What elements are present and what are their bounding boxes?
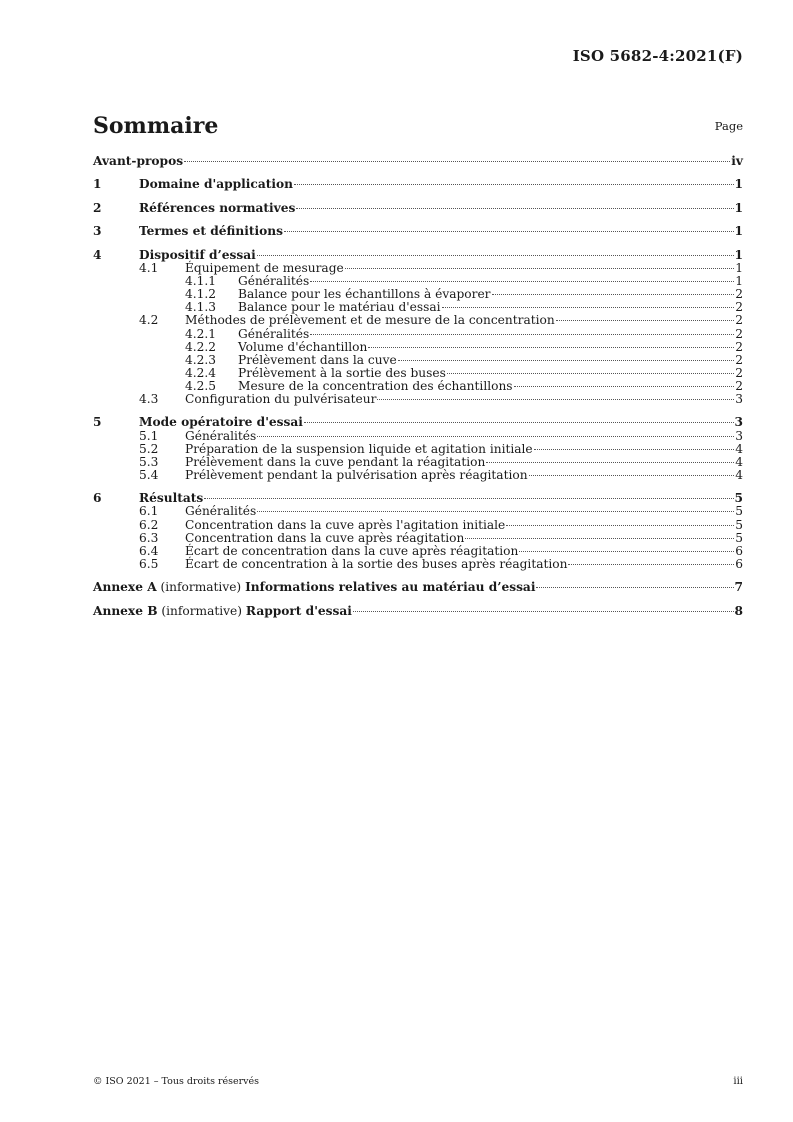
toc-entry-5-4[interactable] [93,469,743,482]
toc-entry-5-2[interactable] [93,443,743,456]
toc-label: Méthodes de prélèvement et de mesure de la concentration [185,313,555,328]
document-code: ISO 5682-4:2021(F) [572,47,743,65]
page-title: Sommaire [93,113,219,139]
toc-leader [284,231,734,232]
toc-number: 5.2 [139,441,159,456]
toc-page: 5 [734,491,743,506]
toc-entry-avant-propos[interactable] [93,155,743,168]
toc-entry-6-5[interactable] [93,558,743,571]
toc-page: 3 [734,415,743,430]
toc-leader [398,360,735,361]
toc-label [93,581,535,594]
toc-number: 4.2.2 [185,339,217,354]
toc-leader [294,184,734,185]
toc-entry-4-2[interactable] [93,314,743,327]
toc-number: 2 [93,200,102,215]
toc-leader [529,475,735,476]
toc-leader [296,208,733,209]
toc-label: Volume d'échantillon [238,339,368,354]
annex-title: Informations relatives au matériau d’essai [245,580,536,595]
toc-page: 2 [735,287,743,302]
toc-number: 4.2.3 [185,352,217,367]
toc-leader [486,462,734,463]
toc-number: 6.4 [139,543,159,558]
toc-number: 5 [93,415,102,430]
toc-entry-5-1[interactable] [93,430,743,443]
toc-number: 5.1 [139,428,159,443]
toc-page: 3 [735,391,743,406]
toc-page: 7 [734,580,743,595]
toc-page: 1 [734,177,743,192]
toc-label: Généralités [238,326,310,341]
toc-page: 2 [735,313,743,328]
toc-leader [310,281,734,282]
toc-leader [447,373,734,374]
toc-entry-5[interactable] [93,416,743,429]
toc-number: 6.1 [139,504,159,519]
toc-entry-annex-a[interactable] [93,581,743,594]
toc-number: 5.4 [139,467,159,482]
toc-label: Généralités [185,504,257,519]
toc-number: 4.2.4 [185,365,217,380]
toc-leader [368,347,734,348]
footer-page-number: iii [733,1076,743,1087]
toc-label: Concentration dans la cuve après l'agitation initiale [185,517,506,532]
toc-number: 4.2.1 [185,326,217,341]
toc-page: 6 [735,543,743,558]
toc-number: 4.1.3 [185,300,217,315]
toc-leader [257,511,734,512]
toc-label: Prélèvement à la sortie des buses [238,365,446,380]
toc-page: 2 [735,352,743,367]
toc-label: Résultats [139,491,204,506]
toc-page: 6 [735,556,743,571]
toc-label: Écart de concentration à la sortie des buses après réagitation [185,556,568,571]
toc-leader [442,307,735,308]
toc-entry-4-2-2[interactable] [93,341,743,354]
toc-label [93,605,352,618]
toc-entry-2[interactable] [93,202,743,215]
annex-prefix: Annexe B [93,603,158,618]
toc-number: 1 [93,177,102,192]
toc-label: Généralités [238,274,310,289]
toc-number: 6 [93,491,102,506]
toc-entry-6-4[interactable] [93,545,743,558]
page-column-heading: Page [714,119,743,133]
toc-label: Configuration du pulvérisateur [185,391,377,406]
toc-entry-6-3[interactable] [93,532,743,545]
toc-entry-4-3[interactable] [93,393,743,406]
footer-copyright: © ISO 2021 – Tous droits réservés [93,1076,260,1087]
toc-label: Mesure de la concentration des échantillons [238,378,513,393]
toc-label: Termes et définitions [139,224,283,239]
toc-number: 4.1 [139,261,159,276]
toc-label: Concentration dans la cuve après réagitation [185,530,465,545]
toc-page: 5 [735,517,743,532]
table-of-contents [93,155,743,618]
toc-number: 4 [93,247,102,262]
toc-page: 4 [735,454,743,469]
toc-leader [465,538,734,539]
toc-leader [257,255,734,256]
toc-label: Mode opératoire d'essai [139,415,303,430]
toc-leader [304,422,734,423]
toc-leader [556,320,735,321]
toc-entry-4-2-3[interactable] [93,354,743,367]
toc-page: 1 [735,274,743,289]
toc-number: 6.2 [139,517,159,532]
toc-entry-4-2-4[interactable] [93,367,743,380]
toc-label: Balance pour les échantillons à évaporer [238,287,491,302]
toc-leader [506,525,734,526]
toc-label: Dispositif d’essai [139,247,256,262]
toc-leader [377,399,734,400]
toc-page: iv [731,154,743,168]
toc-entry-annex-b[interactable] [93,605,743,618]
toc-number: 6.5 [139,556,159,571]
toc-page: 5 [735,504,743,519]
toc-number: 6.3 [139,530,159,545]
annex-prefix: Annexe A [93,580,157,595]
toc-leader [568,564,734,565]
toc-page: 2 [735,339,743,354]
toc-label: Prélèvement dans la cuve [238,352,397,367]
toc-label: Domaine d'application [139,177,293,192]
toc-leader [536,587,733,588]
toc-number: 5.3 [139,454,159,469]
toc-page: 2 [735,378,743,393]
toc-leader [204,498,733,499]
toc-label: Préparation de la suspension liquide et agitation initiale [185,441,533,456]
toc-page: 4 [735,441,743,456]
toc-entry-4-2-5[interactable] [93,380,743,393]
toc-leader [184,161,730,162]
toc-entry-3[interactable] [93,225,743,238]
toc-page: 1 [734,224,743,239]
annex-title: Rapport d'essai [245,603,352,618]
toc-label: Prélèvement pendant la pulvérisation après réagitation [185,467,528,482]
annex-informative: (informative) [156,580,246,595]
toc-leader [310,334,734,335]
toc-label: Références normatives [139,200,296,215]
toc-page: 8 [734,603,743,618]
toc-label: Balance pour le matériau d'essai [238,300,441,315]
toc-leader [514,386,735,387]
toc-entry-6-1[interactable] [93,505,743,518]
toc-number: 3 [93,224,102,239]
annex-informative: (informative) [157,603,246,618]
toc-leader [257,436,734,437]
toc-entry-4-2-1[interactable] [93,328,743,341]
toc-leader [519,551,734,552]
toc-entry-5-3[interactable] [93,456,743,469]
toc-number: 4.1.2 [185,287,217,302]
toc-page: 2 [735,300,743,315]
toc-page: 4 [735,467,743,482]
toc-label: Écart de concentration dans la cuve après réagitation [185,543,519,558]
toc-page: 1 [735,261,743,276]
toc-leader [345,268,735,269]
toc-page: 5 [735,530,743,545]
toc-number: 4.3 [139,391,159,406]
toc-label: Équipement de mesurage [185,261,344,276]
toc-label: Généralités [185,428,257,443]
toc-page: 2 [735,365,743,380]
toc-number: 4.2 [139,313,159,328]
toc-entry-6-2[interactable] [93,519,743,532]
toc-leader [492,294,735,295]
toc-page: 1 [734,200,743,215]
toc-page: 1 [734,247,743,262]
toc-leader [534,449,735,450]
toc-leader [353,611,734,612]
toc-number: 4.1.1 [185,274,217,289]
toc-page: 3 [735,428,743,443]
toc-label: Prélèvement dans la cuve pendant la réagitation [185,454,486,469]
toc-entry-1[interactable] [93,178,743,191]
toc-number: 4.2.5 [185,378,217,393]
toc-label: Avant-propos [93,154,184,168]
toc-page: 2 [735,326,743,341]
